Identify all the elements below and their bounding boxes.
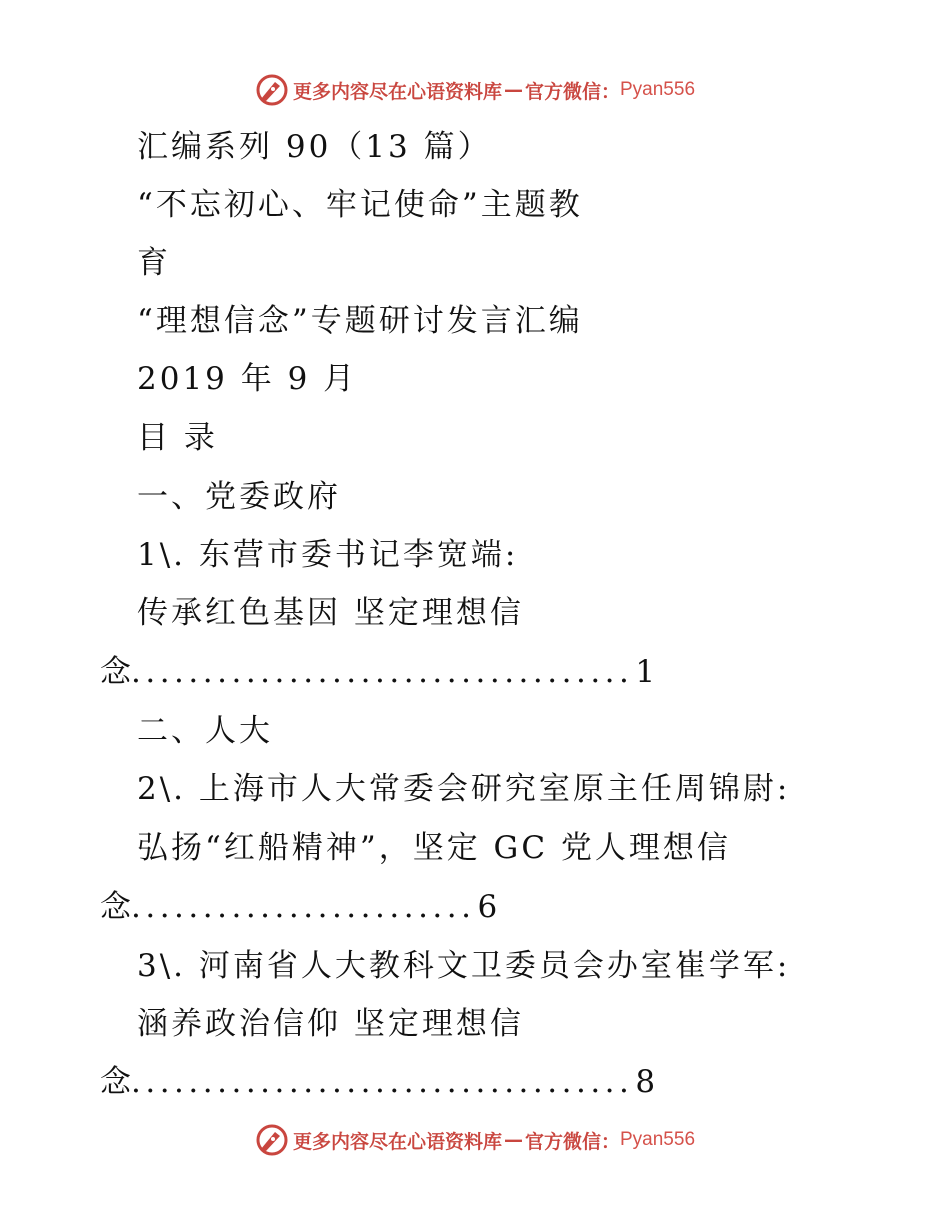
watermark-text: 更多内容尽在心语资料库 — [292, 1130, 502, 1153]
toc-item-3-author: 3\. 河南省人大教科文卫委员会办室崔学军: — [137, 948, 791, 984]
toc-item-2-author: 2\. 上海市人大常委会研究室原主任周锦尉: — [137, 771, 791, 807]
watermark-dash: — — [503, 79, 523, 101]
toc-item-2-leader — [100, 878, 816, 936]
toc-item-1-author: 1\. 东营市委书记李宽端: — [137, 537, 519, 573]
pen-nib-circle-icon — [255, 1123, 289, 1157]
watermark-wechat-id: Pyan556 — [620, 1129, 696, 1150]
toc-item-1-tail: 念 — [100, 654, 131, 690]
toc-item-1-leader — [100, 643, 816, 701]
toc-item-2-page: 6 — [477, 889, 498, 925]
watermark-label: 官方微信： — [524, 80, 620, 103]
footer-watermark — [0, 1120, 950, 1160]
date-line: 2019 年 9 月 — [137, 361, 358, 397]
watermark-text: 更多内容尽在心语资料库 — [292, 80, 502, 103]
toc-item-2-dots: ........................ — [131, 889, 476, 925]
toc-item-3-title: 涵养政治信仰 坚定理想信 — [137, 1006, 524, 1042]
subtitle: “理想信念”专题研讨发言汇编 — [137, 303, 583, 339]
title-line-2: 育 — [137, 245, 171, 281]
toc-item-3-tail: 念 — [100, 1064, 131, 1100]
toc-item-2-tail: 念 — [100, 889, 131, 925]
toc-heading: 目 录 — [137, 420, 218, 456]
pen-nib-circle-icon — [255, 73, 289, 107]
toc-item-3-leader — [100, 1053, 816, 1111]
toc-section-2: 二、人大 — [137, 713, 273, 749]
toc-item-3-dots: ................................... — [131, 1064, 634, 1100]
toc-item-3-page: 8 — [635, 1064, 656, 1100]
watermark-label: 官方微信： — [524, 1130, 620, 1153]
watermark-dash: — — [503, 1129, 523, 1151]
title-line-1: “不忘初心、牢记使命”主题教 — [137, 187, 583, 223]
toc-item-1-page: 1 — [635, 654, 656, 690]
header-watermark — [0, 70, 950, 110]
toc-item-1-title: 传承红色基因 坚定理想信 — [137, 595, 524, 631]
toc-item-2-title: 弘扬“红船精神”，坚定 GC 党人理想信 — [137, 830, 731, 866]
toc-section-1: 一、党委政府 — [137, 479, 341, 515]
toc-item-1-dots: ................................... — [131, 654, 634, 690]
series-line: 汇编系列 90（13 篇） — [137, 129, 492, 165]
watermark-wechat-id: Pyan556 — [620, 79, 696, 100]
